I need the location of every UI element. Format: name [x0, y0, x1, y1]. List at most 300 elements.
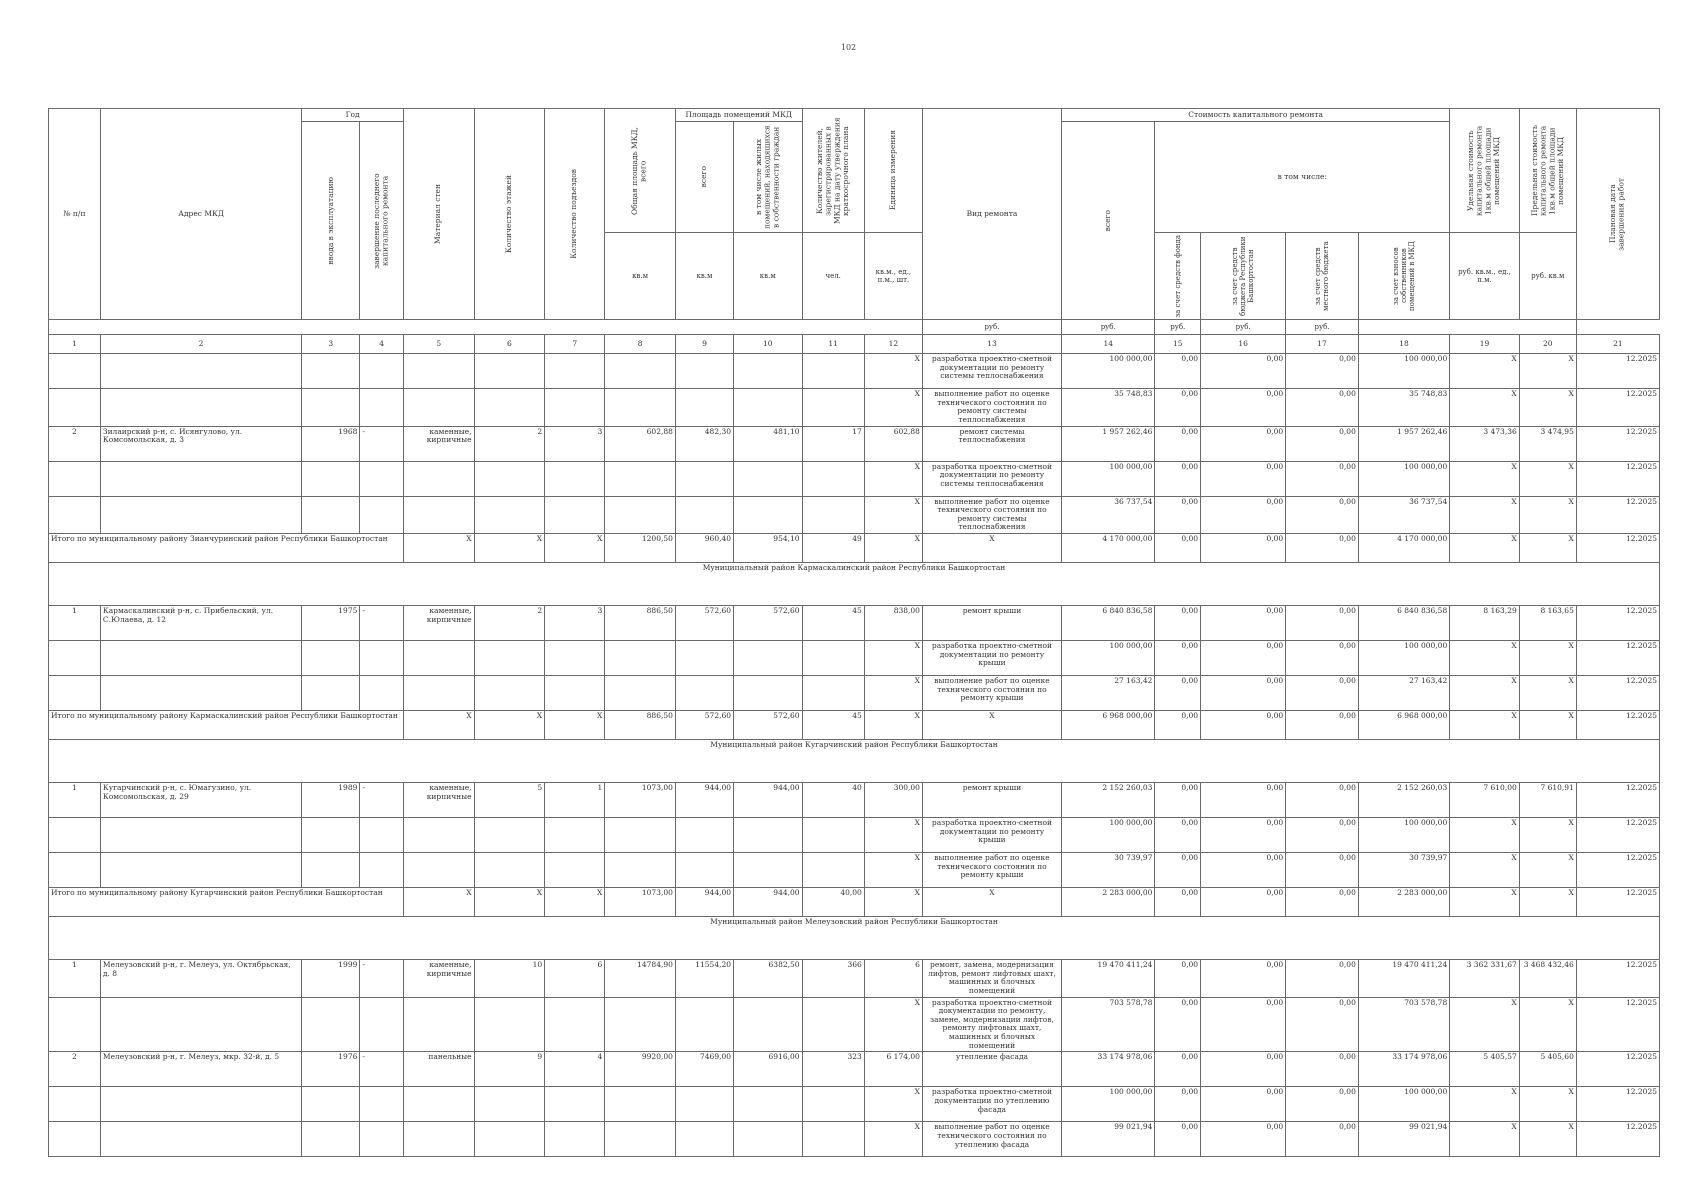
table-cell: 100 000,00 — [1358, 818, 1449, 853]
table-cell — [302, 641, 360, 676]
table-cell: X — [474, 534, 545, 563]
table-row — [49, 997, 1660, 1052]
table-cell: X — [922, 534, 1061, 563]
table-cell — [675, 641, 733, 676]
table-cell: X — [1519, 496, 1576, 534]
table-cell: 2 283 000,00 — [1358, 888, 1449, 917]
table-cell: X — [864, 711, 922, 740]
table-cell: 2 — [49, 1052, 101, 1087]
table-cell — [605, 853, 676, 888]
table-cell: 1073,00 — [605, 888, 676, 917]
table-cell — [360, 496, 404, 534]
column-number: 4 — [360, 335, 404, 354]
col-header-premises-total: всего — [675, 122, 733, 233]
table-cell: 1976 — [302, 1052, 360, 1087]
table-cell: 1968 — [302, 426, 360, 461]
table-cell: 0,00 — [1286, 641, 1359, 676]
table-cell: 0,00 — [1286, 853, 1359, 888]
table-cell: 45 — [802, 606, 864, 641]
table-cell: X — [864, 676, 922, 711]
unit-rub-kvm: руб. кв.м — [1519, 233, 1576, 320]
table-cell — [360, 1087, 404, 1122]
table-cell: 19 470 411,24 — [1062, 960, 1155, 998]
table-cell: 1200,50 — [605, 534, 676, 563]
work-type-cell: разработка проектно-сметной документации по ремонту системы теплоснабжения — [922, 461, 1061, 496]
table-cell — [605, 354, 676, 389]
table-cell — [734, 389, 803, 427]
table-cell: X — [864, 997, 922, 1052]
table-cell — [545, 818, 605, 853]
table-cell — [802, 354, 864, 389]
work-type-cell: утепление фасада — [922, 1052, 1061, 1087]
column-number: 21 — [1576, 335, 1659, 354]
table-cell: X — [1450, 354, 1520, 389]
table-cell — [802, 818, 864, 853]
table-cell: 0,00 — [1201, 818, 1286, 853]
table-cell: 0,00 — [1201, 853, 1286, 888]
table-cell: 0,00 — [1155, 1087, 1201, 1122]
table-cell — [605, 997, 676, 1052]
table-cell: каменные, кирпичные — [403, 783, 474, 818]
table-cell: 300,00 — [864, 783, 922, 818]
table-row — [49, 354, 1660, 389]
table-cell: 0,00 — [1286, 960, 1359, 998]
table-cell: 366 — [802, 960, 864, 998]
table-cell: 12.2025 — [1576, 676, 1659, 711]
table-cell: X — [922, 888, 1061, 917]
table-cell: 0,00 — [1201, 426, 1286, 461]
table-cell: 0,00 — [1286, 1087, 1359, 1122]
col-header-deadline: Плановая дата завершения работ — [1576, 109, 1659, 320]
table-cell — [802, 853, 864, 888]
table-cell: 7469,00 — [675, 1052, 733, 1087]
table-cell: 1999 — [302, 960, 360, 998]
table-cell: 49 — [802, 534, 864, 563]
table-cell — [302, 997, 360, 1052]
table-row — [49, 496, 1660, 534]
table-cell: 886,50 — [605, 606, 676, 641]
table-cell: каменные, кирпичные — [403, 606, 474, 641]
table-cell: X — [1519, 888, 1576, 917]
region-title: Муниципальный район Кармаскалинский район Республики Башкортостан — [49, 563, 1660, 606]
work-type-cell: выполнение работ по оценке технического состояния по ремонту системы теплоснабжения — [922, 496, 1061, 534]
unit-area: кв.м — [605, 233, 676, 320]
table-cell — [545, 1087, 605, 1122]
table-cell: 0,00 — [1286, 461, 1359, 496]
table-cell: 4 170 000,00 — [1358, 534, 1449, 563]
table-cell: 7 610,91 — [1519, 783, 1576, 818]
table-cell: X — [922, 711, 1061, 740]
table-cell: X — [864, 534, 922, 563]
work-type-cell: выполнение работ по оценке технического состояния по ремонту крыши — [922, 853, 1061, 888]
table-cell: 0,00 — [1155, 1052, 1201, 1087]
table-cell — [675, 997, 733, 1052]
table-cell — [360, 818, 404, 853]
unit-residents: чел. — [802, 233, 864, 320]
table-cell: 12.2025 — [1576, 997, 1659, 1052]
address-cell: Мелеузовский р-н, г. Мелеуз, мкр. 32-й, д. 5 — [100, 1052, 301, 1087]
page-number: 102 — [840, 43, 857, 52]
table-cell: 12.2025 — [1576, 354, 1659, 389]
table-cell: 10 — [474, 960, 545, 998]
table-cell: 99 021,94 — [1062, 1122, 1155, 1157]
table-cell: 0,00 — [1155, 676, 1201, 711]
table-cell: 12.2025 — [1576, 960, 1659, 998]
table-cell — [605, 461, 676, 496]
table-cell — [545, 496, 605, 534]
table-cell: X — [474, 711, 545, 740]
unit-rub: руб. — [1155, 320, 1201, 335]
table-cell: 3 362 331,67 — [1450, 960, 1520, 998]
column-number: 2 — [100, 335, 301, 354]
col-header-residents: Количество жителей, зарегистрированных в МКД на дату утверждения краткосрочного плана — [802, 109, 864, 233]
table-cell: 12.2025 — [1576, 1087, 1659, 1122]
table-cell: 12.2025 — [1576, 1052, 1659, 1087]
column-number: 10 — [734, 335, 803, 354]
table-cell: 1073,00 — [605, 783, 676, 818]
table-cell: 45 — [802, 711, 864, 740]
table-cell: 0,00 — [1201, 461, 1286, 496]
col-header-premises-res: в том числе жилых помещений, находящихся в собственности граждан — [734, 122, 803, 233]
table-cell: 0,00 — [1155, 426, 1201, 461]
table-cell — [360, 641, 404, 676]
table-cell: 12.2025 — [1576, 426, 1659, 461]
table-cell: 100 000,00 — [1358, 461, 1449, 496]
table-cell — [545, 461, 605, 496]
work-type-cell: разработка проектно-сметной документации по ремонту крыши — [922, 641, 1061, 676]
table-cell: 0,00 — [1286, 676, 1359, 711]
table-cell: 944,00 — [734, 888, 803, 917]
address-cell — [100, 1087, 301, 1122]
table-cell: 0,00 — [1155, 818, 1201, 853]
table-cell: X — [1450, 853, 1520, 888]
table-cell: 0,00 — [1201, 783, 1286, 818]
address-cell: Кармаскалинский р-н, с. Прибельский, ул. С.Юлаева, д. 12 — [100, 606, 301, 641]
unit-rub: руб. — [1062, 320, 1155, 335]
table-cell: 572,60 — [734, 606, 803, 641]
table-cell — [734, 818, 803, 853]
table-cell: X — [1450, 1087, 1520, 1122]
table-cell: 1975 — [302, 606, 360, 641]
table-cell: 5 — [474, 783, 545, 818]
table-cell — [675, 818, 733, 853]
column-number: 12 — [864, 335, 922, 354]
table-cell: 0,00 — [1201, 1122, 1286, 1157]
table-cell: 100 000,00 — [1062, 354, 1155, 389]
table-cell: 5 405,57 — [1450, 1052, 1520, 1087]
table-cell — [605, 676, 676, 711]
table-cell — [49, 641, 101, 676]
table-cell: 0,00 — [1286, 783, 1359, 818]
table-cell — [545, 1122, 605, 1157]
table-cell: 944,00 — [734, 783, 803, 818]
column-numbers-row — [49, 335, 1660, 354]
region-header-row — [49, 917, 1660, 960]
work-type-cell: ремонт, замена, модернизация лифтов, ремонт лифтовых шахт, машинных и блочных помещений — [922, 960, 1061, 998]
table-cell: 0,00 — [1201, 1052, 1286, 1087]
table-cell — [474, 354, 545, 389]
table-cell: X — [1450, 888, 1520, 917]
table-cell: X — [474, 888, 545, 917]
table-cell: 572,60 — [734, 711, 803, 740]
col-header-wall: Материал стен — [403, 109, 474, 320]
table-row — [49, 783, 1660, 818]
table-cell — [49, 389, 101, 427]
table-cell — [802, 496, 864, 534]
table-cell: 602,88 — [864, 426, 922, 461]
table-cell: - — [360, 960, 404, 998]
table-cell: X — [1450, 496, 1520, 534]
table-header — [49, 109, 1660, 354]
table-cell: 4 — [545, 1052, 605, 1087]
table-cell: X — [403, 888, 474, 917]
table-cell — [474, 496, 545, 534]
table-cell — [49, 496, 101, 534]
table-cell — [302, 818, 360, 853]
column-number: 14 — [1062, 335, 1155, 354]
region-title: Муниципальный район Кугарчинский район Республики Башкортостан — [49, 740, 1660, 783]
repair-plan-table — [48, 108, 1660, 1157]
address-cell: Зилаирский р-н, с. Исянгулово, ул. Комсомольская, д. 3 — [100, 426, 301, 461]
table-cell — [49, 1087, 101, 1122]
col-header-year-last: завершение последнего капитального ремонта — [360, 122, 404, 320]
work-type-cell: ремонт крыши — [922, 783, 1061, 818]
table-cell: 703 578,78 — [1062, 997, 1155, 1052]
table-cell — [49, 818, 101, 853]
table-cell — [675, 853, 733, 888]
table-cell: 12.2025 — [1576, 818, 1659, 853]
table-cell: 481,10 — [734, 426, 803, 461]
table-cell — [360, 853, 404, 888]
table-cell — [49, 853, 101, 888]
district-total-row — [49, 888, 1660, 917]
table-cell — [802, 1087, 864, 1122]
table-cell: X — [1450, 389, 1520, 427]
table-cell — [302, 354, 360, 389]
table-cell: 3 468 432,46 — [1519, 960, 1576, 998]
table-cell — [802, 1122, 864, 1157]
col-header-floors: Количество этажей — [474, 109, 545, 320]
table-cell: 36 737,54 — [1062, 496, 1155, 534]
table-cell — [734, 1087, 803, 1122]
table-cell: X — [1519, 534, 1576, 563]
table-cell — [802, 389, 864, 427]
table-cell: 0,00 — [1201, 888, 1286, 917]
table-cell: 2 — [49, 426, 101, 461]
table-cell: X — [1450, 818, 1520, 853]
table-cell: - — [360, 1052, 404, 1087]
table-cell: 0,00 — [1286, 496, 1359, 534]
table-cell — [302, 1122, 360, 1157]
table-cell: 1 957 262,46 — [1062, 426, 1155, 461]
table-cell: 3 — [545, 426, 605, 461]
table-cell — [734, 496, 803, 534]
table-cell — [474, 1122, 545, 1157]
table-cell — [545, 389, 605, 427]
column-number: 17 — [1286, 335, 1359, 354]
table-cell: X — [1450, 461, 1520, 496]
table-cell: 0,00 — [1201, 960, 1286, 998]
column-number: 13 — [922, 335, 1061, 354]
table-cell: X — [1450, 676, 1520, 711]
table-cell: 0,00 — [1286, 711, 1359, 740]
table-cell — [474, 853, 545, 888]
work-type-cell: разработка проектно-сметной документации по утеплению фасада — [922, 1087, 1061, 1122]
col-header-address: Адрес МКД — [100, 109, 301, 320]
table-row — [49, 606, 1660, 641]
col-header-republic: за счет средств бюджета Республики Башкортостан — [1201, 233, 1286, 320]
table-cell: X — [1519, 641, 1576, 676]
col-header-cost: Стоимость капитального ремонта — [1062, 109, 1450, 122]
unit-area: кв.м — [734, 233, 803, 320]
table-cell: X — [545, 888, 605, 917]
column-number: 18 — [1358, 335, 1449, 354]
table-cell — [403, 997, 474, 1052]
column-number: 5 — [403, 335, 474, 354]
table-cell — [802, 641, 864, 676]
table-cell — [403, 496, 474, 534]
table-cell — [360, 461, 404, 496]
table-cell — [675, 496, 733, 534]
table-cell: 886,50 — [605, 711, 676, 740]
total-label: Итого по муниципальному району Кугарчинский район Республики Башкортостан — [49, 888, 404, 917]
table-cell: 0,00 — [1201, 389, 1286, 427]
table-cell: 944,00 — [675, 783, 733, 818]
table-cell: 2 — [474, 426, 545, 461]
table-cell — [605, 496, 676, 534]
address-cell — [100, 641, 301, 676]
table-cell: X — [864, 461, 922, 496]
col-header-entrances: Количество подъездов — [545, 109, 605, 320]
table-cell — [802, 676, 864, 711]
table-cell: 6 174,00 — [864, 1052, 922, 1087]
table-cell — [802, 461, 864, 496]
table-cell — [675, 461, 733, 496]
work-type-cell: разработка проектно-сметной документации по ремонту системы теплоснабжения — [922, 354, 1061, 389]
table-row — [49, 1052, 1660, 1087]
table-cell: 0,00 — [1155, 853, 1201, 888]
table-cell: 2 283 000,00 — [1062, 888, 1155, 917]
column-number: 3 — [302, 335, 360, 354]
table-cell: X — [864, 641, 922, 676]
table-cell: 0,00 — [1155, 389, 1201, 427]
table-row — [49, 676, 1660, 711]
table-cell: X — [545, 534, 605, 563]
table-cell: 5 405,60 — [1519, 1052, 1576, 1087]
table-cell: 2 152 260,03 — [1062, 783, 1155, 818]
col-header-fund: за счет средств фонда — [1155, 233, 1201, 320]
table-cell — [474, 997, 545, 1052]
table-cell: X — [1519, 1087, 1576, 1122]
total-label: Итого по муниципальному району Кармаскалинский район Республики Башкортостан — [49, 711, 404, 740]
region-header-row — [49, 740, 1660, 783]
table-cell: 12.2025 — [1576, 606, 1659, 641]
col-header-n: № п/п — [49, 109, 101, 320]
column-number: 20 — [1519, 335, 1576, 354]
table-row — [49, 960, 1660, 998]
district-total-row — [49, 534, 1660, 563]
table-cell — [49, 676, 101, 711]
table-cell — [403, 818, 474, 853]
work-type-cell: ремонт системы теплоснабжения — [922, 426, 1061, 461]
table-cell — [302, 1087, 360, 1122]
table-cell: X — [1519, 997, 1576, 1052]
table-cell: каменные, кирпичные — [403, 426, 474, 461]
table-cell: 6 840 836,58 — [1062, 606, 1155, 641]
table-row — [49, 641, 1660, 676]
table-cell: 0,00 — [1201, 676, 1286, 711]
table-cell: 0,00 — [1155, 461, 1201, 496]
table-cell — [49, 461, 101, 496]
table-cell — [605, 389, 676, 427]
table-cell — [605, 641, 676, 676]
table-cell: 703 578,78 — [1358, 997, 1449, 1052]
table-cell: 1 — [545, 783, 605, 818]
table-cell: 0,00 — [1286, 888, 1359, 917]
table-cell: 0,00 — [1286, 389, 1359, 427]
table-cell: X — [864, 1122, 922, 1157]
table-cell: 0,00 — [1286, 606, 1359, 641]
table-cell — [403, 354, 474, 389]
table-cell: 12.2025 — [1576, 461, 1659, 496]
table-cell: 19 470 411,24 — [1358, 960, 1449, 998]
column-number: 8 — [605, 335, 676, 354]
table-cell — [675, 676, 733, 711]
table-cell: 1 — [49, 960, 101, 998]
table-cell: каменные, кирпичные — [403, 960, 474, 998]
table-cell — [734, 676, 803, 711]
work-type-cell: выполнение работ по оценке технического состояния по ремонту крыши — [922, 676, 1061, 711]
table-cell: 35 748,83 — [1062, 389, 1155, 427]
table-cell: 0,00 — [1286, 426, 1359, 461]
table-cell — [734, 461, 803, 496]
table-cell: 0,00 — [1155, 960, 1201, 998]
address-cell: Кугарчинский р-н, с. Юмагузино, ул. Комсомольская, д. 29 — [100, 783, 301, 818]
column-number: 16 — [1201, 335, 1286, 354]
table-cell: 0,00 — [1155, 997, 1201, 1052]
col-header-owners: за счет взносов собственников помещений в МКД — [1358, 233, 1449, 320]
table-cell — [545, 853, 605, 888]
table-cell — [545, 676, 605, 711]
table-cell: X — [1450, 997, 1520, 1052]
address-cell — [100, 997, 301, 1052]
table-cell: 100 000,00 — [1062, 461, 1155, 496]
table-cell: панельные — [403, 1052, 474, 1087]
table-cell: 12.2025 — [1576, 1122, 1659, 1157]
col-header-year-commission: ввода в эксплуатацию — [302, 122, 360, 320]
table-row — [49, 426, 1660, 461]
table-cell: 1 — [49, 783, 101, 818]
table-cell — [403, 389, 474, 427]
table-cell: 100 000,00 — [1062, 641, 1155, 676]
table-cell: 2 152 260,03 — [1358, 783, 1449, 818]
table-cell: 572,60 — [675, 711, 733, 740]
table-cell: 12.2025 — [1576, 853, 1659, 888]
table-cell — [360, 1122, 404, 1157]
table-cell — [734, 641, 803, 676]
table-cell: 0,00 — [1201, 641, 1286, 676]
table-cell: - — [360, 426, 404, 461]
table-cell: 0,00 — [1201, 354, 1286, 389]
table-cell: 8 163,29 — [1450, 606, 1520, 641]
table-cell — [302, 676, 360, 711]
work-type-cell: разработка проектно-сметной документации по ремонту, замене, модернизации лифтов, ремонту лифтовых шахт, машинных и блочных помещений — [922, 997, 1061, 1052]
table-cell: 0,00 — [1201, 711, 1286, 740]
table-cell: 33 174 978,06 — [1062, 1052, 1155, 1087]
unit-rub: руб. — [1286, 320, 1359, 335]
table-cell: X — [545, 711, 605, 740]
table-cell: 0,00 — [1155, 354, 1201, 389]
